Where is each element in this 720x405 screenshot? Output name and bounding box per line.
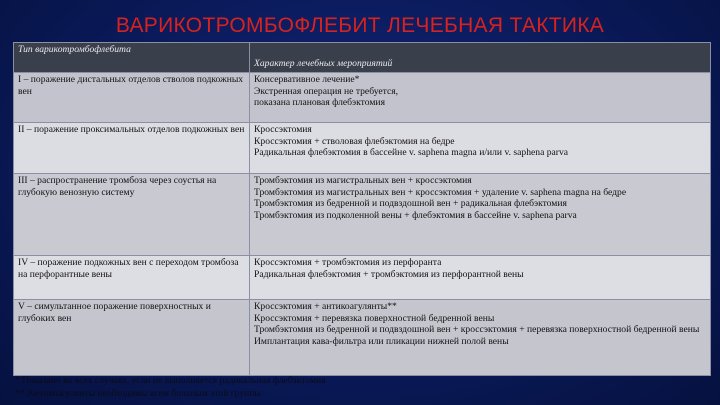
measures-cell — [250, 300, 711, 376]
measure-line: Имплантация кава-фильтра или пликации нижней полой вены — [254, 335, 509, 347]
measures-cell — [250, 73, 711, 123]
measures-cell — [250, 256, 711, 300]
type-cell — [14, 123, 250, 174]
table-row — [14, 256, 711, 300]
measure-line: Кроссэктомия + перевязка поверхностной бедренной вены — [254, 312, 495, 324]
table-row — [14, 174, 711, 256]
measure-line: Кроссэктомия + антикоагулянты** — [254, 301, 397, 312]
type-text: II – поражение проксимальных отделов подкожных вен — [18, 124, 245, 135]
slide-title: ВАРИКОТРОМБОФЛЕБИТ ЛЕЧЕБНАЯ ТАКТИКА — [115, 14, 605, 37]
header-type: Тип варикотромбофлебита — [14, 43, 250, 73]
type-cell — [14, 300, 250, 376]
footnote-2: ** Антикоагулянты необходимы всем больным этой группы — [15, 388, 261, 399]
measure-line: Кроссэктомия — [254, 124, 312, 135]
table-row — [14, 123, 711, 174]
table-header-row — [14, 43, 711, 73]
measure-line: Экстренная операция не требуется, — [254, 85, 399, 97]
measure-line: Консервативное лечение* — [254, 74, 360, 85]
measure-line: Кроссэктомия + стволовая флебэктомия на бедре — [254, 135, 455, 147]
table-row — [14, 300, 711, 376]
header-measures: Характер лечебных мероприятий — [250, 43, 711, 73]
type-cell — [14, 73, 250, 123]
table-row — [14, 73, 711, 123]
measure-line: Тромбэктомия из бедренной и подвздошной вен + кроссэктомия + перевязка поверхностной бедренной вены — [254, 324, 700, 336]
type-text: IV – поражение подкожных вен с переходом тромбоза на перфорантные вены — [18, 257, 239, 280]
measure-line: Тромбэктомия из магистральных вен + кроссэктомия — [254, 175, 472, 186]
type-text: I – поражение дистальных отделов стволов подкожных вен — [18, 74, 244, 97]
tactics-table — [13, 42, 711, 376]
type-text: III – распространение тромбоза через соустья на глубокую венозную систему — [18, 175, 217, 198]
type-cell — [14, 256, 250, 300]
measure-line: Радикальная флебэктомия в бассейне v. saphena magna и/или v. saphena parva — [254, 147, 569, 159]
measure-line: показана плановая флебэктомия — [254, 97, 385, 109]
measures-cell — [250, 174, 711, 256]
measure-line: Тромбэктомия из подколенной вены + флебэктомия в бассейне v. saphena parva — [254, 209, 577, 221]
measures-cell — [250, 123, 711, 174]
measure-line: Кроссэктомия + тромбэктомия из перфоранта — [254, 257, 442, 268]
footnotes — [15, 374, 705, 400]
measure-line: Тромбэктомия из магистральных вен + кроссэктомия + удаление v. saphena magna на бедре — [254, 186, 627, 198]
measure-line: Тромбэктомия из бедренной и подвздошной вен + радикальная флебэктомия — [254, 198, 567, 210]
measure-line: Радикальная флебэктомия + тромбэктомия из перфорантной вены — [254, 268, 524, 280]
type-cell — [14, 174, 250, 256]
type-text: V – симультанное поражение поверхностных и глубоких вен — [18, 301, 211, 324]
footnote-1: * Показано во всех случаях, если не выполняется радикальная флебэктомия — [15, 375, 326, 386]
